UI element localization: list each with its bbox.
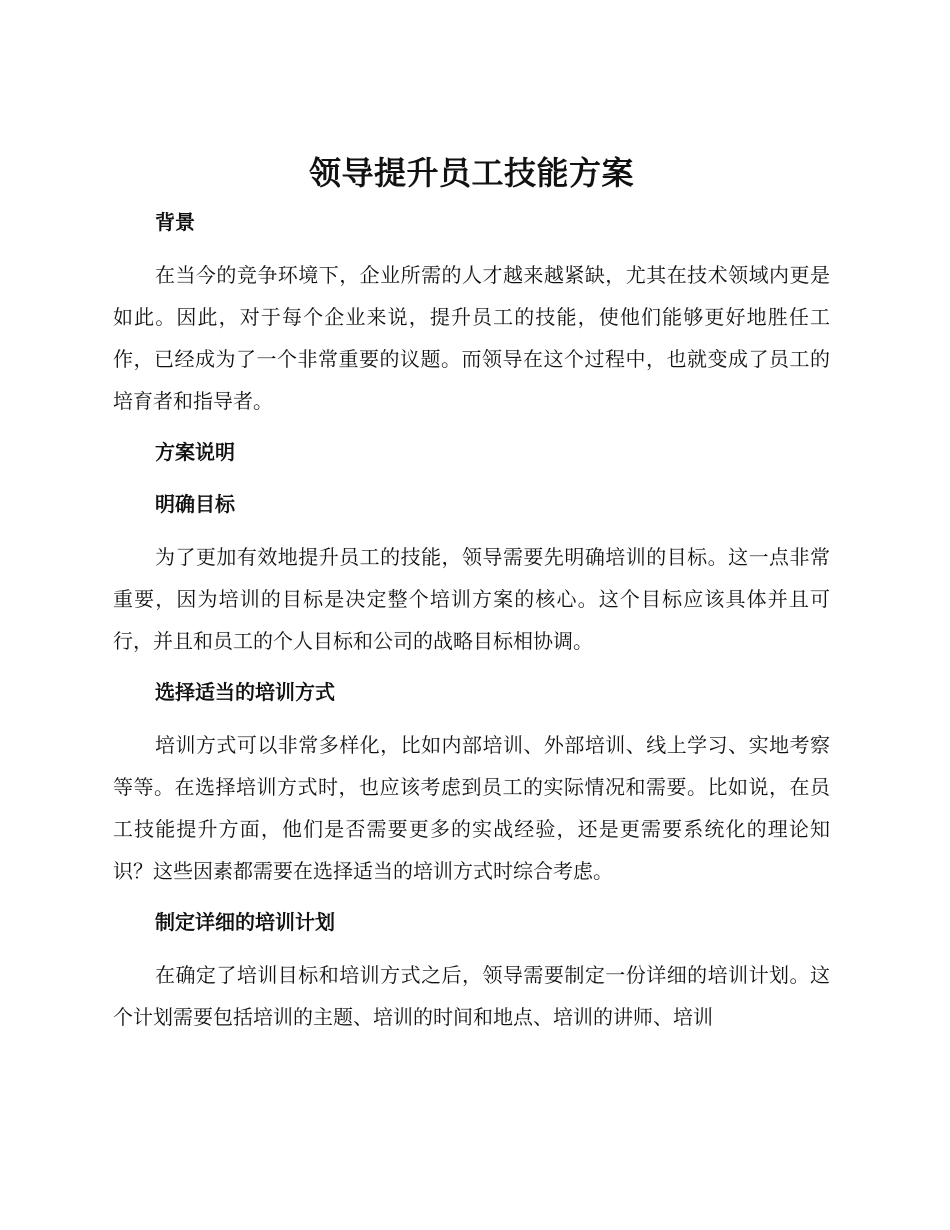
section-heading-training-plan: 制定详细的培训计划 [155, 910, 335, 934]
section-spacer [113, 714, 830, 724]
training-method-paragraph: 培训方式可以非常多样化，比如内部培训、外部培训、线上学习、实地考察等等。在选择培训方式时，也应该考虑到员工的实际情况和需要。比如说，在员工技能提升方面，他们是否需要更多的实战经验，还是更需要系统化的理论知识？这些因素都需要在选择适当的培训方式时综合考虑。 [113, 733, 830, 883]
background-paragraph: 在当今的竞争环境下，企业所需的人才越来越紧缺，尤其在技术领域内更是如此。因此，对于每个企业来说，提升员工的技能，使他们能够更好地胜任工作，已经成为了一个非常重要的议题。而领导在这个过程中，也就变成了员工的培育者和指导者。 [113, 263, 830, 413]
section-spacer [113, 662, 830, 670]
section-spacer [113, 944, 830, 954]
section-spacer [113, 526, 830, 536]
section-heading-clear-goals: 明确目标 [155, 492, 235, 516]
document-content [113, 148, 830, 1038]
training-plan-paragraph: 在确定了培训目标和培训方式之后，领导需要制定一份详细的培训计划。这个计划需要包括培训的主题、培训的时间和地点、培训的讲师、培训 [113, 963, 830, 1029]
section-heading-plan-description: 方案说明 [155, 440, 235, 464]
section-spacer [113, 244, 830, 254]
section-spacer [113, 892, 830, 900]
section-spacer [113, 422, 830, 430]
clear-goals-paragraph: 为了更加有效地提升员工的技能，领导需要先明确培训的目标。这一点非常重要，因为培训的目标是决定整个培训方案的核心。这个目标应该具体并且可行，并且和员工的个人目标和公司的战略目标相协调。 [113, 545, 830, 653]
section-heading-background: 背景 [155, 210, 195, 234]
document-title: 领导提升员工技能方案 [308, 154, 634, 192]
section-heading-training-method: 选择适当的培训方式 [155, 680, 335, 704]
section-spacer [113, 474, 830, 482]
